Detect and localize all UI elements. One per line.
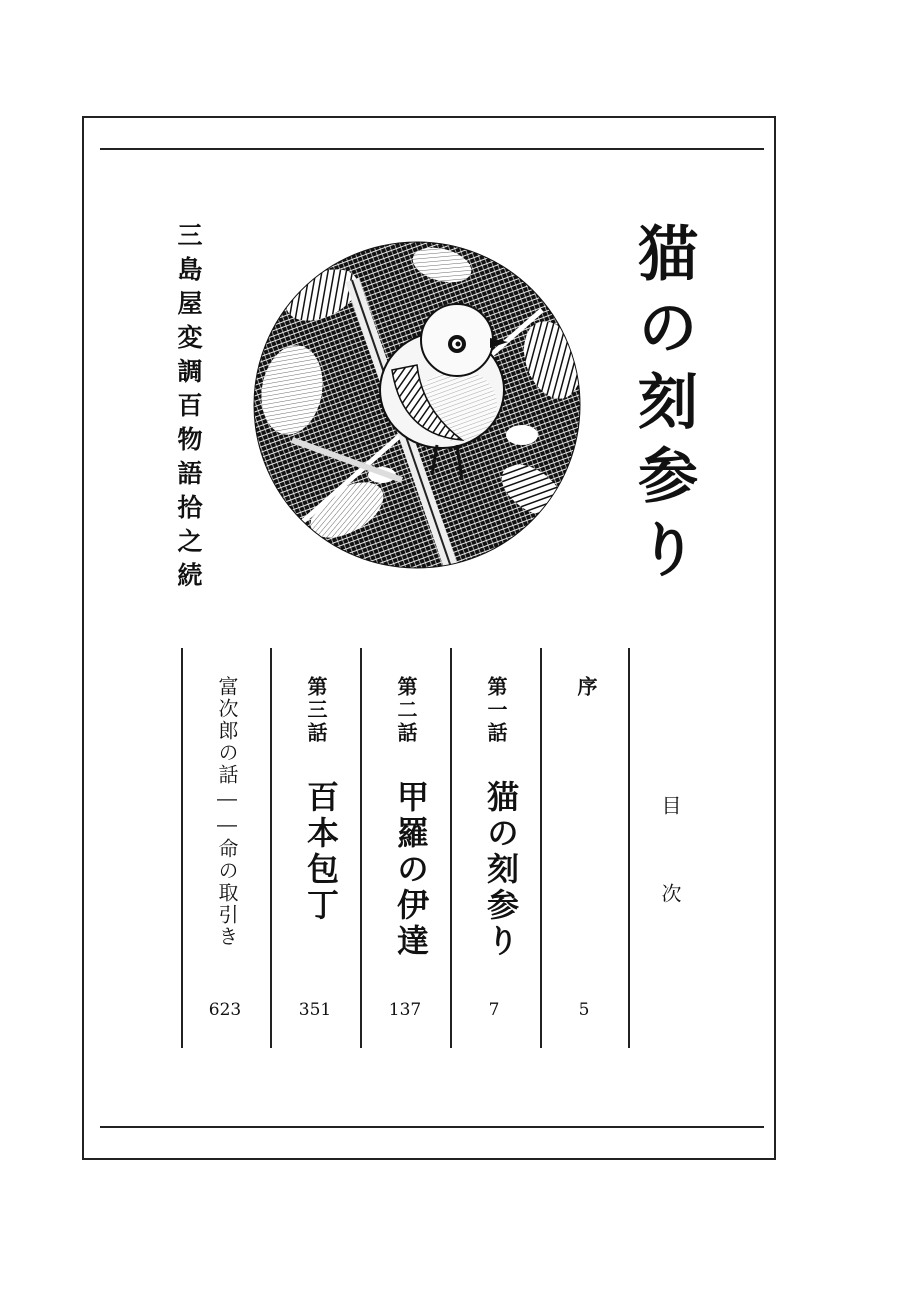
toc-divider	[360, 648, 362, 1048]
toc-divider	[450, 648, 452, 1048]
toc-divider	[270, 648, 272, 1048]
toc-entry-4-label[interactable]: 富次郎の話――命の取引き	[215, 676, 239, 948]
toc-entry-4-page: 623	[208, 1000, 242, 1020]
toc-divider	[540, 648, 542, 1048]
series-name: 三島屋変調百物語拾之続	[174, 222, 203, 596]
top-rule	[100, 148, 764, 150]
toc-entry-3-label[interactable]: 第三話	[304, 676, 328, 745]
bottom-rule	[100, 1126, 764, 1128]
toc-entry-preface-label[interactable]: 序	[574, 676, 598, 699]
toc-entry-preface-page: 5	[578, 1000, 590, 1020]
toc-heading: 目 次	[658, 795, 682, 927]
toc-entry-1-label[interactable]: 第一話	[484, 676, 508, 745]
toc-entry-2-title[interactable]: 甲羅の伊達	[392, 780, 430, 960]
toc-divider	[181, 648, 183, 1048]
bird-illustration	[252, 240, 582, 570]
book-title: 猫の刻参り	[628, 222, 698, 592]
toc-entry-2-label[interactable]: 第二話	[394, 676, 418, 745]
toc-divider	[628, 648, 630, 1048]
toc-entry-1-title[interactable]: 猫の刻参り	[482, 780, 520, 960]
toc-entry-3-title[interactable]: 百本包丁	[302, 780, 340, 924]
toc-entry-1-page: 7	[488, 1000, 500, 1020]
toc-entry-2-page: 137	[388, 1000, 422, 1020]
toc-entry-3-page: 351	[298, 1000, 332, 1020]
